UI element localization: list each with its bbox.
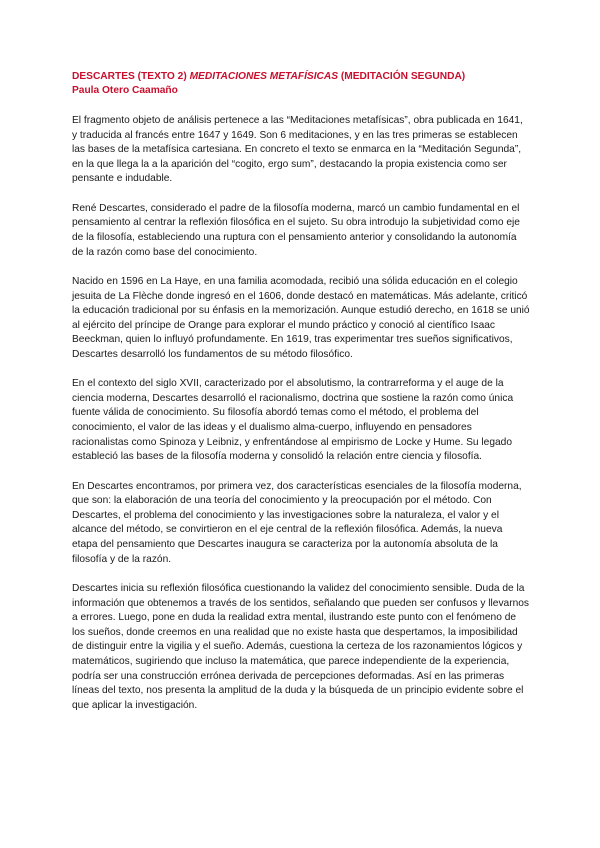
paragraph-6: Descartes inicia su reflexión filosófica cuestionando la validez del conocimiento sensible. Duda de la información que obtenemos a través de los sentidos, señalando que pueden ser confusos y llevarnos a errores. Luego, pone en duda la realidad extra mental, ilustrando este punto con el fenómeno de los sueños, donde creemos en una realidad que no existe hasta que despertamos, la imposibilidad de distinguir entre la vigilia y el sueño. Además, cuestiona la certeza de los razonamientos lógicos y matemáticos, sugiriendo que incluso la matemática, que parece independiente de la experiencia, podría ser una construcción errónea derivada de percepciones deformadas. Así en las primeras líneas del texto, nos presenta la amplitud de la duda y la búsqueda de un principio evidente sobre el que aplicar la investigación.	[72, 583, 530, 711]
document-author: Paula Otero Caamaño	[72, 85, 178, 96]
paragraph-5: En Descartes encontramos, por primera vez, dos características esenciales de la filosofía moderna, que son: la elaboración de una teoría del conocimiento y la preocupación por el método. Con Descartes, el problema del conocimiento y las investigaciones sobre la naturaleza, el valor y el alcance del método, se convirtieron en el eje central de la reflexión filosófica. Además, la nueva etapa del pensamiento que Descartes inaugura se caracteriza por la autonomía absoluta de la filosofía y de la razón.	[72, 480, 522, 565]
paragraph-1: El fragmento objeto de análisis pertenece a las “Meditaciones metafísicas”, obra publicada en 1641, y traducida al francés entre 1647 y 1649. Son 6 meditaciones, y en las tres primeras se establecen las bases de la metafísica cartesiana. En concreto el texto se enmarca en la “Meditación Segunda”, en la que llega la a la aparición del “cogito, ergo sum”, destacando la propia existencia como ser pensante e indudable.	[72, 115, 523, 185]
document-title	[72, 70, 530, 84]
paragraph-4: En el contexto del siglo XVII, caracterizado por el absolutismo, la contrarreforma y el auge de la ciencia moderna, Descartes desarrolló el racionalismo, doctrina que sostiene la razón como única fuente válida de conocimiento. Su filosofía abordó temas como el método, el problema del conocimiento, el valor de las ideas y el dualismo alma-cuerpo, influyendo en pensadores racionalistas como Spinoza y Leibniz, y enfrentándose al empirismo de Locke y Hume. Su legado estableció las bases de la filosofía moderna y consolidó la relación entre ciencia y filosofía.	[72, 378, 514, 463]
document-page	[72, 70, 530, 728]
title-part-section: (MEDITACIÓN SEGUNDA)	[338, 71, 466, 82]
paragraph-3: Nacido en 1596 en La Haye, en una familia acomodada, recibió una sólida educación en el colegio jesuita de La Flèche donde ingresó en el 1606, donde destacó en matemáticas. Más adelante, criticó la educación tradicional por su énfasis en la memorización. Aunque estudió derecho, en 1618 se unió al ejército del príncipe de Orange para explorar el mundo práctico y conoció al científico Isaac Beeckman, quien lo influyó profundamente. En 1619, tras experimentar tres sueños significativos, Descartes desarrolló los fundamentos de su método filosófico.	[72, 275, 530, 360]
title-part-work: MEDITACIONES METAFÍSICAS	[189, 71, 339, 82]
paragraph-2: René Descartes, considerado el padre de la filosofía moderna, marcó un cambio fundamental en el pensamiento al centrar la reflexión filosófica en el sujeto. Su obra introdujo la subjetividad como eje de la filosofía, estableciendo una ruptura con el pensamiento anterior y consolidando la autonomía de la razón como base del conocimiento.	[72, 202, 520, 258]
title-part-main: DESCARTES (TEXTO 2)	[72, 71, 190, 82]
